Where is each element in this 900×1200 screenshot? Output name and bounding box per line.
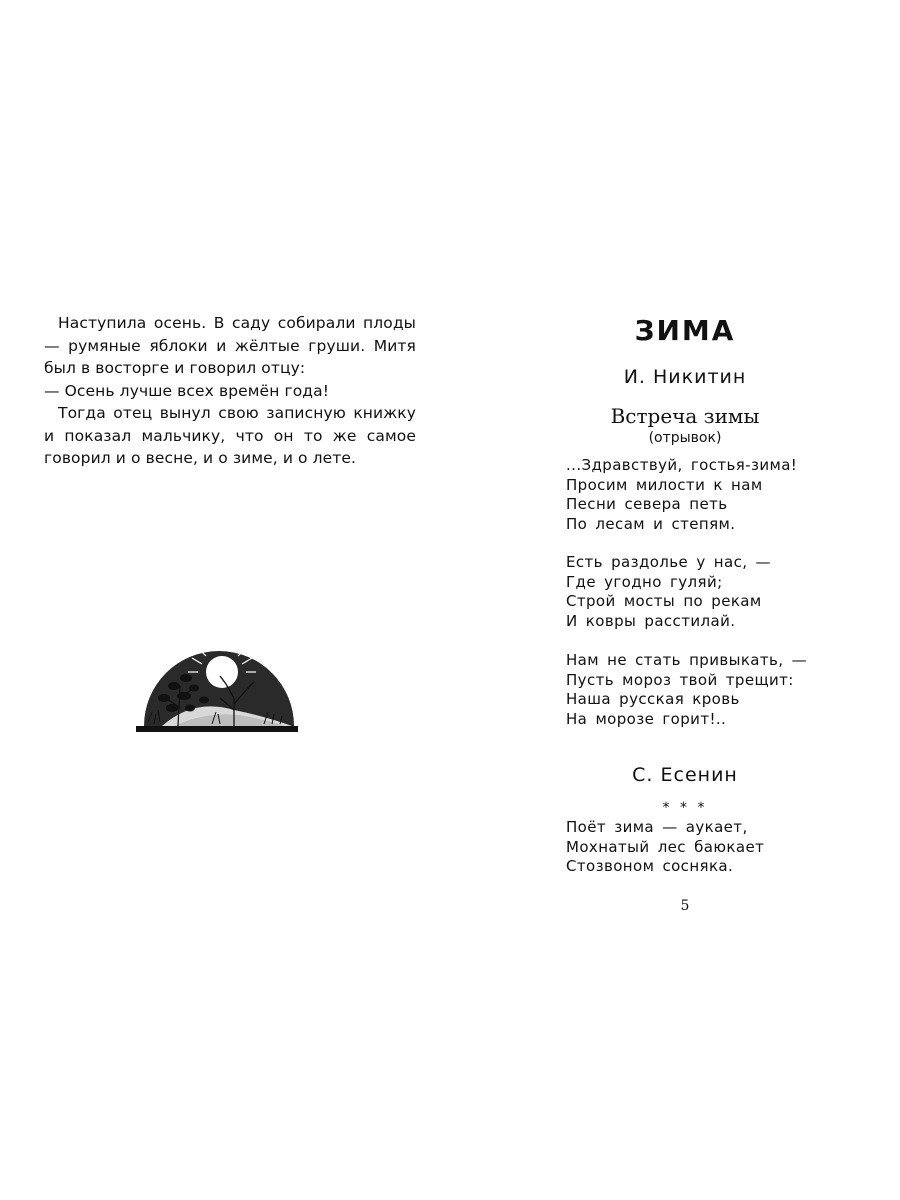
poem-line: На морозе горит!.. [566, 709, 727, 728]
poem1-author: И. Никитин [623, 366, 747, 388]
poem-line: Пусть мороз твой трещит: [566, 670, 794, 689]
poem1-stanza-2 [566, 553, 836, 631]
paragraph-2: — Осень лучше всех времён года! [44, 381, 330, 400]
poem1-subtitle: (отрывок) [648, 430, 722, 446]
poem-line: Поёт зима — аукает, [566, 818, 748, 836]
poem2-stanza [566, 818, 836, 877]
poem-line: И ковры расстилай. [566, 611, 736, 630]
poem2-author: С. Есенин [632, 764, 738, 786]
poem-line: Стозвоном сосняка. [566, 857, 734, 875]
poem1-stanza-3 [566, 651, 836, 729]
poem-line: Просим милости к нам [566, 475, 763, 494]
poem-line: По лесам и степям. [566, 514, 736, 533]
autumn-vignette-illustration [134, 638, 298, 738]
prose-text [44, 312, 416, 470]
poem-line: ...Здравствуй, гостья-зима! [566, 456, 798, 474]
paragraph-3: Тогда отец вынул свою записную книжку и показал мальчику, что он то же самое говорил и о весне, и о зиме, и о лете. [44, 404, 416, 467]
poem2-stars: * * * [662, 800, 708, 816]
poem-line: Мохнатый лес баюкает [566, 837, 765, 856]
poem-line: Где угодно гуляй; [566, 572, 723, 591]
paragraph-1: Наступила осень. В саду собирали плоды — румяные яблоки и жёлтые груши. Митя был в восторге и говорил отцу: [44, 314, 416, 377]
poem-line: Нам не стать привыкать, — [566, 651, 808, 669]
section-title: ЗИМА [634, 314, 736, 347]
page-number: 5 [680, 898, 690, 914]
poem1-title: Встреча зимы [610, 404, 760, 428]
poem-line: Есть раздолье у нас, — [566, 553, 771, 571]
left-page [44, 312, 416, 470]
poem-line: Строй мосты по рекам [566, 592, 762, 610]
poem-line: Наша русская кровь [566, 690, 740, 708]
poem1-stanza-1 [566, 456, 836, 534]
poem-line: Песни севера петь [566, 495, 728, 513]
